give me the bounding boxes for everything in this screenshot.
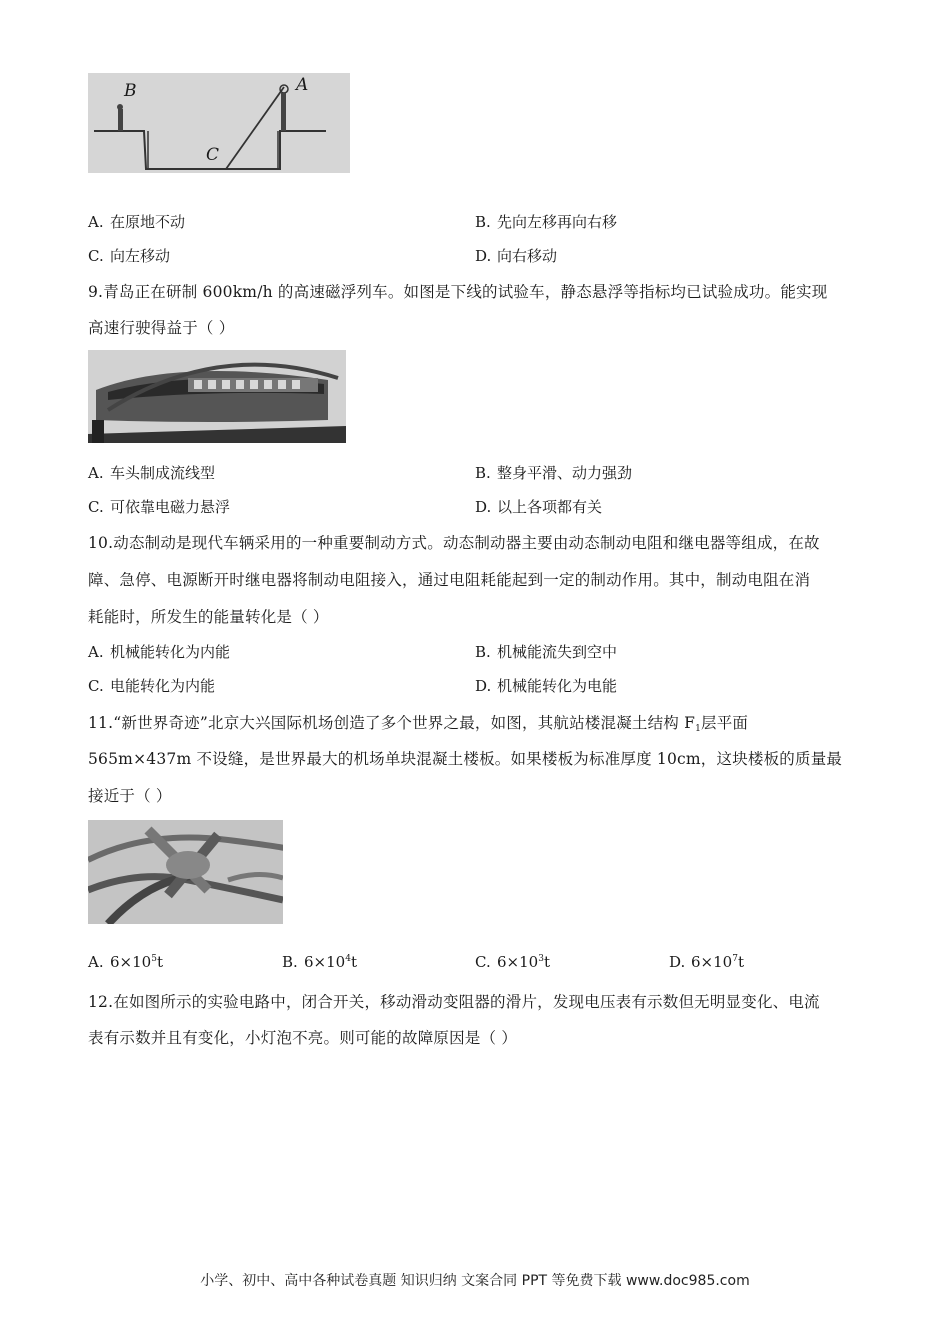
q11-option-b xyxy=(282,953,357,971)
q11-line-1 xyxy=(88,711,748,733)
option-key: C. xyxy=(88,247,104,265)
q8-option-b xyxy=(475,211,617,232)
option-key: D. xyxy=(475,247,492,265)
q10-option-d xyxy=(475,675,617,696)
q11-line-1-text: 11.“新世界奇迹”北京大兴国际机场创造了多个世界之最，如图，其航站楼混凝土结构 F xyxy=(88,714,696,732)
option-exponent: 5 xyxy=(151,954,157,964)
option-key: A. xyxy=(88,213,104,231)
q12-line-2: 表有示数并且有变化，小灯泡不亮。则可能的故障原因是（ ） xyxy=(88,1029,518,1047)
option-key: C. xyxy=(475,953,491,971)
q8-option-d xyxy=(475,245,557,266)
q10-line-3: 耗能时，所发生的能量转化是（ ） xyxy=(88,608,329,626)
option-unit: t xyxy=(350,953,357,971)
option-text: 先向左移再向右移 xyxy=(497,213,618,231)
option-text: 车头制成流线型 xyxy=(110,464,216,482)
option-text: 机械能转化为电能 xyxy=(497,677,618,695)
option-text: 机械能转化为内能 xyxy=(110,643,231,661)
option-text: 向右移动 xyxy=(497,247,558,265)
option-key: A. xyxy=(88,464,104,482)
q10-line-2: 障、急停、电源断开时继电器将制动电阻接入，通过电阻耗能起到一定的制动作用。其中，制动电阻在消 xyxy=(88,571,811,589)
option-text: 在原地不动 xyxy=(110,213,186,231)
figure-label-c: C xyxy=(206,145,220,165)
option-base: 6×10 xyxy=(110,953,152,971)
q11-option-c xyxy=(475,953,550,971)
option-key: A. xyxy=(88,953,104,971)
option-key: B. xyxy=(475,213,491,231)
q12-line-1: 12.在如图所示的实验电路中，闭合开关，移动滑动变阻器的滑片，发现电压表有示数但无明显变化、电流 xyxy=(88,993,820,1011)
option-key: D. xyxy=(475,677,492,695)
airport-aerial-photo xyxy=(88,820,283,924)
option-key: D. xyxy=(475,498,492,516)
q11-line-2: 565m×437m 不设缝，是世界最大的机场单块混凝土楼板。如果楼板为标准厚度 10cm，这块楼板的质量最 xyxy=(88,750,843,768)
option-key: B. xyxy=(475,464,491,482)
option-key: B. xyxy=(475,643,491,661)
q10-option-c xyxy=(88,675,215,696)
option-text: 向左移动 xyxy=(110,247,171,265)
q11-option-d xyxy=(669,953,744,971)
option-base: 6×10 xyxy=(497,953,539,971)
option-exponent: 4 xyxy=(345,954,351,964)
q8-option-c xyxy=(88,245,170,266)
figure-label-a: A xyxy=(296,75,309,95)
option-key: D. xyxy=(669,953,686,971)
option-text: 整身平滑、动力强劲 xyxy=(497,464,633,482)
option-key: C. xyxy=(88,498,104,516)
q9-option-a xyxy=(88,462,215,483)
q9-line-1: 9.青岛正在研制 600km/h 的高速磁浮列车。如图是下线的试验车，静态悬浮等指标均已试验成功。能实现 xyxy=(88,283,828,301)
option-key: A. xyxy=(88,643,104,661)
option-unit: t xyxy=(737,953,744,971)
option-base: 6×10 xyxy=(304,953,346,971)
q11-line-1-tail: 层平面 xyxy=(701,714,749,732)
figure-label-b: B xyxy=(124,81,137,101)
floor-subscript: 1 xyxy=(695,724,702,734)
q9-option-b xyxy=(475,462,632,483)
page-footer: 小学、初中、高中各种试卷真题 知识归纳 文案合同 PPT 等免费下载 www.doc985.com xyxy=(200,1273,750,1289)
q9-line-2: 高速行驶得益于（ ） xyxy=(88,319,235,337)
maglev-train-photo xyxy=(88,350,346,443)
q11-option-a xyxy=(88,953,163,971)
option-exponent: 3 xyxy=(538,954,544,964)
option-key: C. xyxy=(88,677,104,695)
option-text: 可依靠电磁力悬浮 xyxy=(110,498,231,516)
q10-option-a xyxy=(88,641,230,662)
q9-option-d xyxy=(475,496,602,517)
option-exponent: 7 xyxy=(732,954,738,964)
option-text: 以上各项都有关 xyxy=(497,498,603,516)
q10-option-b xyxy=(475,641,617,662)
q10-line-1: 10.动态制动是现代车辆采用的一种重要制动方式。动态制动器主要由动态制动电阻和继电器等组成，在故 xyxy=(88,534,820,552)
option-text: 机械能流失到空中 xyxy=(497,643,618,661)
question-8-figure xyxy=(88,73,350,173)
q9-option-c xyxy=(88,496,230,517)
q11-line-3: 接近于（ ） xyxy=(88,787,172,805)
q8-option-a xyxy=(88,211,185,232)
option-unit: t xyxy=(156,953,163,971)
option-key: B. xyxy=(282,953,298,971)
option-unit: t xyxy=(543,953,550,971)
option-base: 6×10 xyxy=(691,953,733,971)
option-text: 电能转化为内能 xyxy=(110,677,216,695)
